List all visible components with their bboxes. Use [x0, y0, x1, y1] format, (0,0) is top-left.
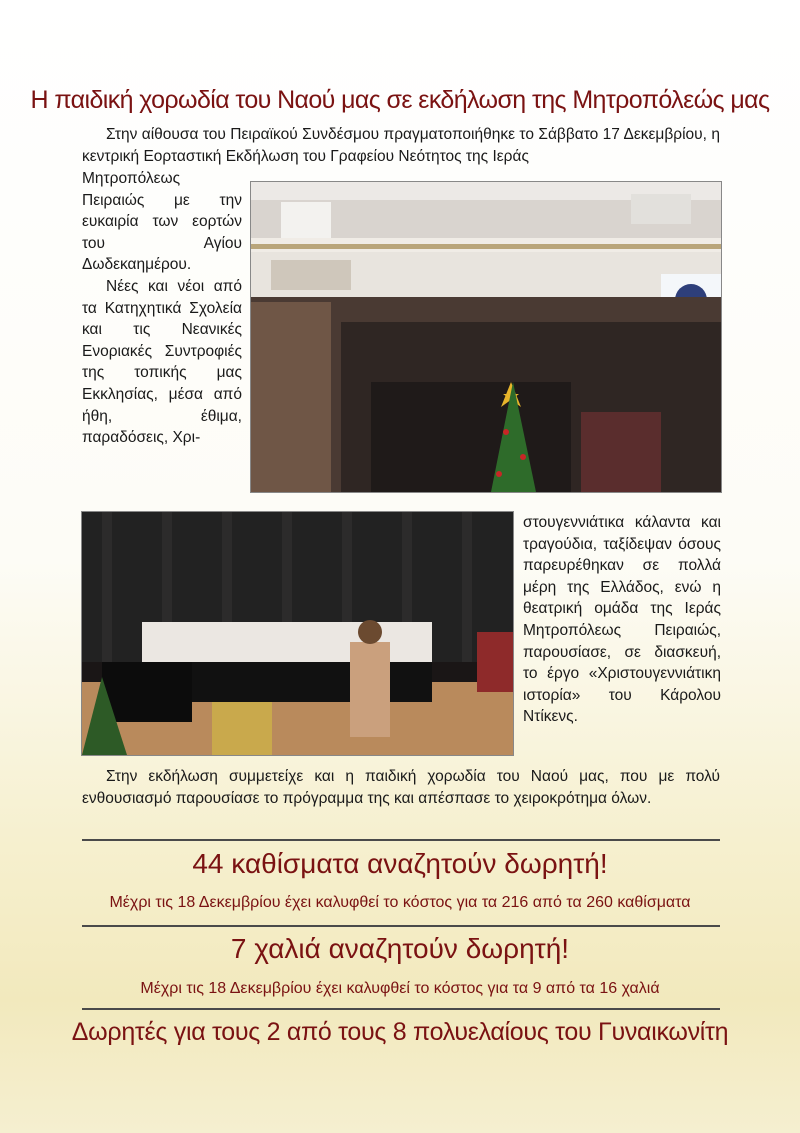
article-left-column [82, 168, 242, 449]
divider [82, 925, 720, 927]
article-right-column: στουγεννιάτικα κάλαντα και τραγούδια, ταξίδεψαν όσους παρευρέθηκαν σε πολλά μέρη της Ελλάδος, ενώ η θεατρική ομάδα της Ιεράς Μητροπόλεως Πειραιώς, παρουσίασε, σε διασκευή, το έργο «Χριστουγεννιάτικη ιστορία» του Κάρολου Ντίκενς. [523, 514, 721, 726]
seats-donation-heading: 44 καθίσματα αναζητούν δωρητή! [192, 848, 608, 879]
audience-hall-photo [250, 181, 722, 493]
carpets-donation-detail: Μέχρι τις 18 Δεκεμβρίου έχει καλυφθεί το κόστος για τα 9 από τα 16 χαλιά [140, 980, 660, 997]
left-column-paragraph-1: Μητροπόλεως Πειραιώς με την ευκαιρία των εορτών του Αγίου Δωδεκαημέρου. [82, 170, 242, 274]
childrens-choir-photo [81, 511, 514, 756]
divider [82, 839, 720, 841]
carpets-donation-heading: 7 χαλιά αναζητούν δωρητή! [230, 933, 570, 964]
article-title: Η παιδική χορωδία του Ναού μας σε εκδήλωση της Μητροπόλεώς μας [30, 86, 770, 114]
left-column-paragraph-2: Νέες και νέοι από τα Κατηχητικά Σχολεία και τις Νεανικές Ενοριακές Συντροφιές της τοπικής μας Εκκλησίας, μέσα από ήθη, έθιμα, παραδόσεις, Χρι- [82, 277, 242, 447]
seats-donation-detail: Μέχρι τις 18 Δεκεμβρίου έχει καλυφθεί το κόστος για τα 216 από τα 260 καθίσματα [109, 894, 691, 911]
chandeliers-donation-heading: Δωρητές για τους 2 από τους 8 πολυελαίους του Γυναικωνίτη [71, 1018, 729, 1046]
article-closing-paragraph: Στην εκδήλωση συμμετείχε και η παιδική χορωδία του Ναού μας, που με πολύ ενθουσιασμό παρουσίασε το πρόγραμμα της και απέσπασε το χειροκρότημα όλων. [82, 768, 720, 807]
article-intro: Στην αίθουσα του Πειραϊκού Συνδέσμου πραγματοποιήθηκε το Σάββατο 17 Δεκεμβρίου, η κεντρική Εορταστική Εκδήλωση του Γραφείου Νεότητος της Ιεράς [82, 126, 720, 165]
divider [82, 1008, 720, 1010]
